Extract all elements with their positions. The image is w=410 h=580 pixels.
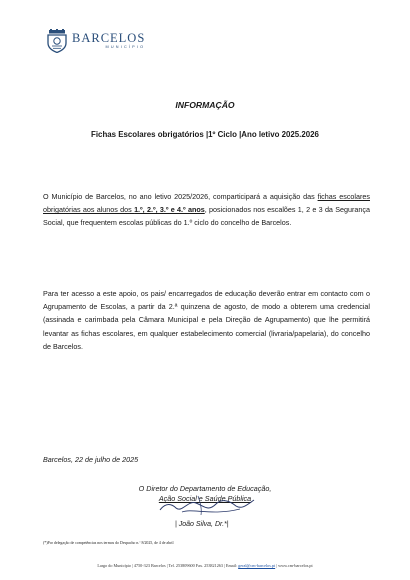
paragraph1-underlined-text: fichas escolares obrigatórias aos alunos dos [43, 192, 370, 215]
municipal-crest-icon [46, 29, 68, 53]
footer-website: | www.cm-barcelos.pt [275, 563, 313, 568]
document-heading: INFORMAÇÃO [175, 100, 235, 110]
footer-address: Largo do Município | 4750-323 Barcelos | Tel. 253809600 Fax. 253821263 | Email: [97, 563, 239, 568]
paragraph-access: Para ter acesso a este apoio, os pais/ encarregados de educação deverão entrar em contacto com o Agrupamento de Escolas, a partir da 2.ª quinzena de agosto, de modo a obterem uma credencial (assinada e carimbada pela Câmara Municipal e pela Direção de Agrupamento) que lhe permitirá levantar as fichas escolares, em qualquer estabelecimento comercial (livraria/papelaria), do concelho de Barcelos. [43, 289, 370, 351]
paragraph1-bold-years: 1.º, 2.º, 3.º e 4.º anos [134, 205, 205, 215]
signer-name: | João Silva, Dr.*| [175, 521, 229, 528]
paragraph1-text: O Município de Barcelos, no ano letivo 2025/2026, comparticipará a aquisição das [43, 192, 318, 201]
signature-title-line2: Ação Social e Saúde Pública [158, 494, 252, 503]
footnote: (*)Por delegação de competências nos termos do Despacho n.º 8/2025, de 4 de abril [43, 541, 174, 545]
barcelos-logo [46, 29, 145, 53]
logo-name: BARCELOS [72, 31, 146, 46]
document-subheading: Fichas Escolares obrigatórios |1º Ciclo |Ano letivo 2025.2026 [91, 130, 319, 139]
signature-title-line1: O Diretor do Departamento de Educação, [138, 484, 272, 493]
paragraph1-text-end: , posicionados nos escalões 1, 2 e 3 da Segurança Social, que frequentem escolas públicas do 1.º ciclo do concelho de Barcelos. [43, 205, 370, 228]
page-footer [0, 563, 410, 568]
logo-subtitle: MUNICÍPIO [105, 44, 146, 49]
paragraph-eligibility [43, 190, 370, 230]
handwritten-signature [152, 482, 262, 522]
date-line: Barcelos, 22 de julho de 2025 [43, 455, 139, 464]
signature-scribble-icon [152, 482, 262, 522]
footer-email-link[interactable]: geral@cm-barcelos.pt [238, 563, 276, 568]
